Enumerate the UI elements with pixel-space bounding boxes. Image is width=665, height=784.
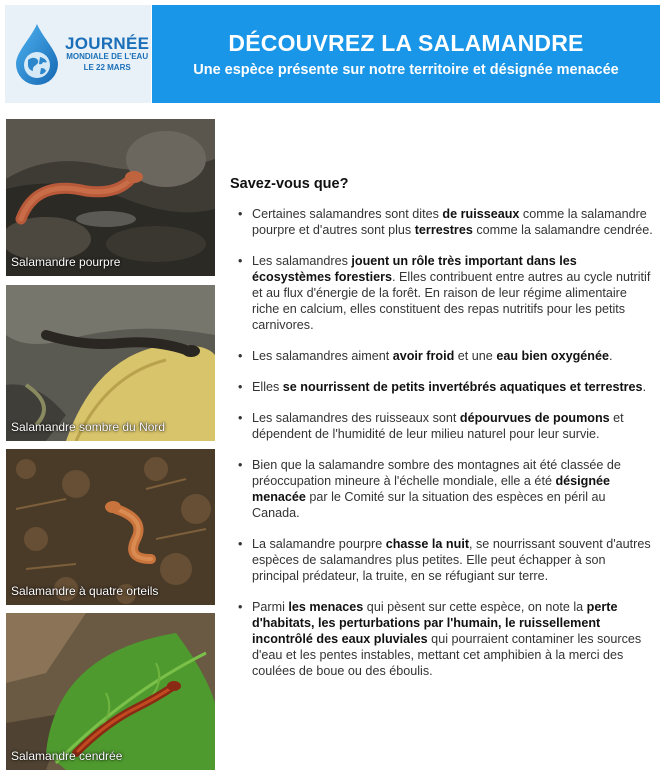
- fact-text: et une: [454, 349, 497, 363]
- page-title: DÉCOUVREZ LA SALAMANDRE: [228, 30, 584, 56]
- photo-salamandre-pourpre: [6, 119, 215, 276]
- fact-item: [230, 348, 655, 364]
- fact-text: par le Comité sur la situation des espèces en péril au Canada.: [252, 490, 606, 520]
- fact-text: Les salamandres des ruisseaux sont: [252, 411, 460, 425]
- fact-text: , se nourrissant souvent d'autres espèces de salamandres plus petites. Elle peut échapper à son principal prédateur, la truite, en se réfugiant sur terre.: [252, 537, 651, 583]
- photo-salamandre-sombre-du-nord: [6, 285, 215, 441]
- fact-text: .: [642, 380, 647, 394]
- photo-caption: Salamandre à quatre orteils: [11, 584, 159, 598]
- salamander-photo-3: [6, 449, 215, 605]
- fact-text: qui pourraient contaminer les sources d'eau et les pentes instables, mettant cet amphibien à la merci des coulées de boue ou des éboulis.: [252, 632, 642, 678]
- fact-highlight: se nourrissent de petits invertébrés aquatiques et terrestres: [282, 380, 643, 394]
- header-banner: [152, 5, 660, 103]
- water-drop-globe-icon: [13, 22, 61, 86]
- fact-highlight: chasse la nuit: [385, 537, 470, 551]
- fact-text: .: [609, 349, 613, 363]
- fact-item: [230, 599, 655, 679]
- fact-item: [230, 253, 655, 333]
- logo-date: LE 22 MARS: [83, 63, 131, 73]
- fact-text: qui pèsent sur cette espèce, on note la: [363, 600, 587, 614]
- page-subtitle: Une espèce présente sur notre territoire et désignée menacée: [193, 62, 619, 78]
- fact-highlight: perte d'habitats, les perturbations par l'humain, le ruissellement incontrôlé des eaux pluviales: [252, 600, 618, 646]
- fact-highlight: eau bien oxygénée: [496, 349, 609, 363]
- photo-caption: Salamandre pourpre: [11, 255, 121, 269]
- salamander-photo-1: [6, 119, 215, 276]
- photo-caption: Salamandre cendrée: [11, 749, 123, 763]
- fact-text: comme la salamandre cendrée.: [472, 223, 653, 237]
- fact-text: Les salamandres aiment: [252, 349, 393, 363]
- fact-text: et dépendent de l'humidité de leur milieu naturel pour leur survie.: [252, 411, 624, 441]
- fact-text: . Elles contribuent entre autres au cycle nutritif et au flux d'énergie de la forêt. En raison de leur régime alimentaire riche en calcium, elles constituent des repas nutritifs pour les petits carnivores.: [252, 270, 651, 332]
- fact-highlight: terrestres: [414, 223, 473, 237]
- fact-highlight: désignée menacée: [252, 474, 611, 504]
- fact-text: comme la salamandre pourpre et d'autres sont plus: [252, 207, 647, 237]
- journee-mondiale-eau-logo: [5, 5, 151, 103]
- facts-heading: Savez-vous que?: [230, 176, 349, 192]
- fact-text: Elles: [252, 380, 283, 394]
- photo-caption: Salamandre sombre du Nord: [11, 420, 166, 434]
- fact-item: [230, 379, 655, 395]
- fact-text: Bien que la salamandre sombre des montagnes ait été classée de préoccupation mineure à l'échelle mondiale, elle a été: [252, 458, 621, 488]
- fact-highlight: de ruisseaux: [442, 207, 520, 221]
- fact-item: [230, 536, 655, 584]
- fact-text: Les salamandres: [252, 254, 352, 268]
- salamander-photo-4: [6, 613, 215, 770]
- fact-item: [230, 410, 655, 442]
- fact-highlight: avoir froid: [392, 349, 455, 363]
- fact-highlight: dépourvues de poumons: [459, 411, 610, 425]
- fact-text: Parmi: [252, 600, 289, 614]
- salamander-photo-2: [6, 285, 215, 441]
- fact-text: Certaines salamandres sont dites: [252, 207, 443, 221]
- fact-item: [230, 206, 655, 238]
- logo-title: JOURNÉE: [65, 34, 150, 54]
- logo-subtitle: MONDIALE DE L'EAU: [66, 52, 149, 62]
- fact-item: [230, 457, 655, 521]
- fact-highlight: les menaces: [288, 600, 364, 614]
- facts-list: [230, 206, 655, 679]
- photo-salamandre-a-quatre-orteils: [6, 449, 215, 605]
- fact-text: La salamandre pourpre: [252, 537, 386, 551]
- facts-section: [230, 176, 655, 694]
- fact-highlight: jouent un rôle très important dans les écosystèmes forestiers: [252, 254, 577, 284]
- photo-salamandre-cendree: [6, 613, 215, 770]
